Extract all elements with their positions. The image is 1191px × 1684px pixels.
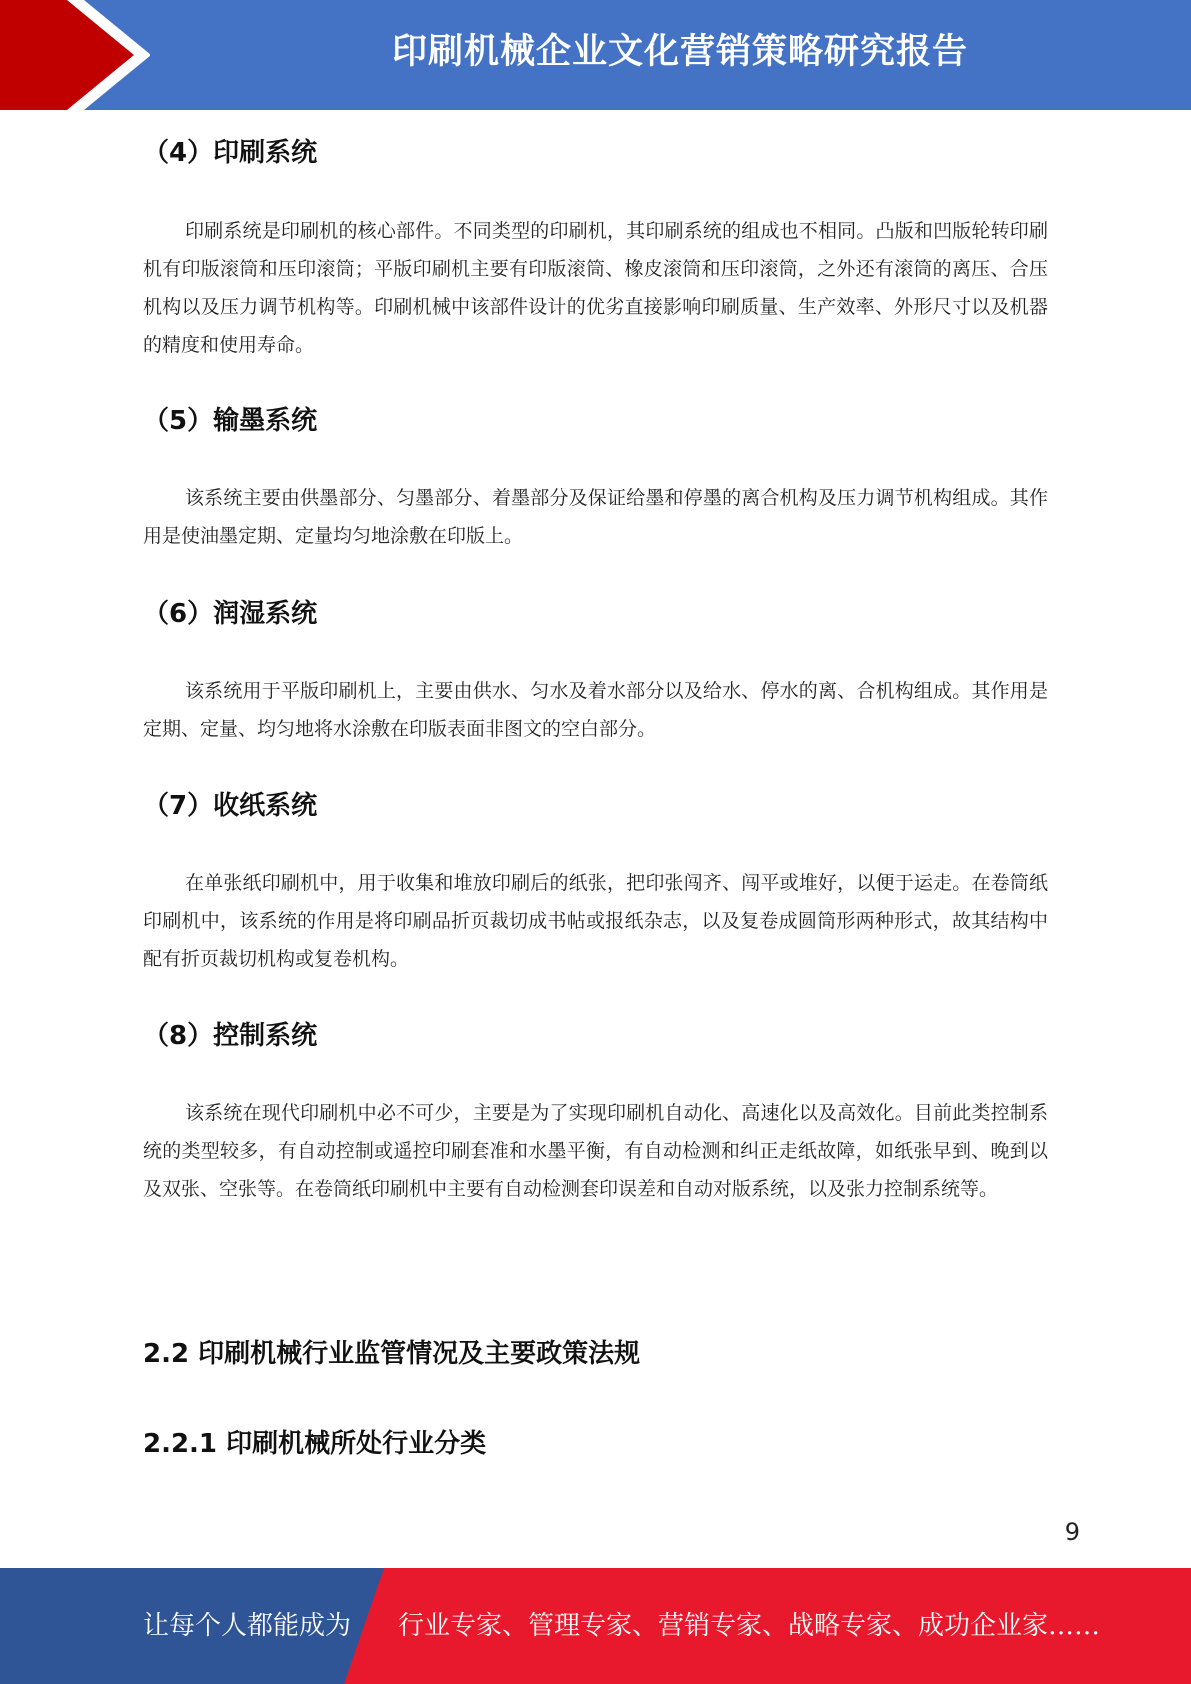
page-number: 9 (1064, 1518, 1080, 1546)
header-banner (0, 0, 1191, 110)
section-heading-delivery-system: （7）收纸系统 (143, 791, 318, 821)
section-heading-printing-system: （4）印刷系统 (143, 138, 318, 168)
footer-slogan-right: 行业专家、管理专家、营销专家、战略专家、成功企业家…… (398, 1611, 1101, 1641)
paragraph-dampening-system: 该系统用于平版印刷机上，主要由供水、匀水及着水部分以及给水、停水的离、合机构组成。其作用是定期、定量、均匀地将水涂敷在印版表面非图文的空白部分。 (143, 680, 1048, 740)
section-heading-dampening-system: （6）润湿系统 (143, 599, 318, 629)
section-heading-control-system: （8）控制系统 (143, 1021, 318, 1051)
section-heading-inking-system: （5）输墨系统 (143, 406, 318, 436)
header-chevron-icon (0, 0, 150, 110)
footer-banner (0, 1568, 1191, 1684)
paragraph-inking-system: 该系统主要由供墨部分、匀墨部分、着墨部分及保证给墨和停墨的离合机构及压力调节机构组成。其作用是使油墨定期、定量均匀地涂敷在印版上。 (143, 487, 1048, 547)
paragraph-printing-system: 印刷系统是印刷机的核心部件。不同类型的印刷机，其印刷系统的组成也不相同。凸版和凹版轮转印刷机有印版滚筒和压印滚筒；平版印刷机主要有印版滚筒、橡皮滚筒和压印滚筒，之外还有滚筒的离压、合压机构以及压力调节机构等。印刷机械中该部件设计的优劣直接影响印刷质量、生产效率、外形尺寸以及机器的精度和使用寿命。 (143, 220, 1048, 356)
report-title: 印刷机械企业文化营销策略研究报告 (391, 32, 968, 72)
paragraph-control-system: 该系统在现代印刷机中必不可少，主要是为了实现印刷机自动化、高速化以及高效化。目前此类控制系统的类型较多，有自动控制或遥控印刷套准和水墨平衡，有自动检测和纠正走纸故障，如纸张早到、晚到以及双张、空张等。在卷筒纸印刷机中主要有自动检测套印误差和自动对版系统，以及张力控制系统等。 (143, 1102, 1048, 1200)
footer-slogan-left: 让每个人都能成为 (143, 1611, 352, 1641)
chapter-subsection-heading: 2.2.1 印刷机械所处行业分类 (143, 1429, 487, 1459)
paragraph-delivery-system: 在单张纸印刷机中，用于收集和堆放印刷后的纸张，把印张闯齐、闯平或堆好，以便于运走。在卷筒纸印刷机中，该系统的作用是将印刷品折页裁切成书帖或报纸杂志，以及复卷成圆筒形两种形式，故其结构中配有折页裁切机构或复卷机构。 (143, 872, 1048, 970)
chapter-section-heading: 2.2 印刷机械行业监管情况及主要政策法规 (143, 1339, 641, 1369)
